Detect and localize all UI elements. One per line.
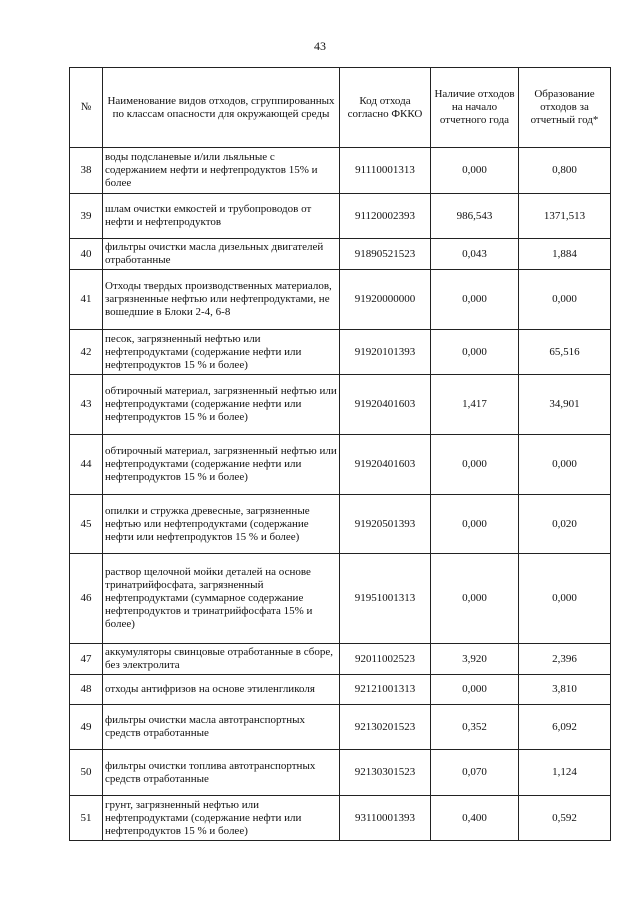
row-code: 91920401603: [340, 375, 431, 435]
row-stock: 986,543: [431, 194, 519, 239]
page-number: 43: [314, 39, 326, 53]
table-row: [70, 554, 611, 644]
row-num: 41: [70, 270, 103, 330]
row-formed: 0,000: [519, 554, 611, 644]
row-stock: 0,000: [431, 435, 519, 495]
row-code: 91110001313: [340, 148, 431, 194]
header-num: №: [70, 68, 103, 148]
row-name: обтирочный материал, загрязненный нефтью или нефтепродуктами (содержание нефти или нефтепродуктов 15 % и более): [103, 435, 340, 495]
row-formed: 0,000: [519, 270, 611, 330]
table-row: [70, 239, 611, 270]
row-stock: 0,400: [431, 796, 519, 841]
row-code: 92130301523: [340, 750, 431, 796]
waste-table: [69, 67, 611, 841]
row-num: 51: [70, 796, 103, 841]
row-code: 91920101393: [340, 330, 431, 375]
row-formed: 65,516: [519, 330, 611, 375]
row-code: 92011002523: [340, 644, 431, 675]
row-formed: 0,800: [519, 148, 611, 194]
row-code: 91920000000: [340, 270, 431, 330]
row-name: Отходы твердых производственных материалов, загрязненные нефтью или нефтепродуктами, не вошедшие в Блоки 2-4, 6-8: [103, 270, 340, 330]
row-name: фильтры очистки топлива автотранспортных средств отработанные: [103, 750, 340, 796]
row-name: грунт, загрязненный нефтью или нефтепродуктами (содержание нефти или нефтепродуктов 15 % и более): [103, 796, 340, 841]
row-num: 50: [70, 750, 103, 796]
row-stock: 0,000: [431, 148, 519, 194]
row-name: фильтры очистки масла автотранспортных средств отработанные: [103, 705, 340, 750]
row-name: отходы антифризов на основе этиленгликоля: [103, 675, 340, 705]
row-formed: 6,092: [519, 705, 611, 750]
header-code: Код отхода согласно ФККО: [340, 68, 431, 148]
table-row: [70, 435, 611, 495]
row-name: шлам очистки емкостей и трубопроводов от нефти и нефтепродуктов: [103, 194, 340, 239]
table-row: [70, 796, 611, 841]
row-stock: 0,000: [431, 495, 519, 554]
row-code: 91920501393: [340, 495, 431, 554]
header-stock: Наличие отходов на начало отчетного года: [431, 68, 519, 148]
row-code: 93110001393: [340, 796, 431, 841]
row-name: обтирочный материал, загрязненный нефтью или нефтепродуктами (содержание нефти или нефтепродуктов 15 % и более): [103, 375, 340, 435]
row-name: фильтры очистки масла дизельных двигателей отработанные: [103, 239, 340, 270]
row-formed: 34,901: [519, 375, 611, 435]
table-row: [70, 375, 611, 435]
row-formed: 0,000: [519, 435, 611, 495]
row-code: 91951001313: [340, 554, 431, 644]
row-name: песок, загрязненный нефтью или нефтепродуктами (содержание нефти или нефтепродуктов 15 % и более): [103, 330, 340, 375]
row-num: 47: [70, 644, 103, 675]
row-name: опилки и стружка древесные, загрязненные нефтью или нефтепродуктами (содержание нефти или нефтепродуктов 15 % и более): [103, 495, 340, 554]
row-formed: 1,884: [519, 239, 611, 270]
table-row: [70, 750, 611, 796]
row-code: 92121001313: [340, 675, 431, 705]
row-stock: 0,000: [431, 675, 519, 705]
row-stock: 0,352: [431, 705, 519, 750]
table-row: [70, 148, 611, 194]
table-header: [70, 68, 611, 148]
row-name: аккумуляторы свинцовые отработанные в сборе, без электролита: [103, 644, 340, 675]
row-num: 49: [70, 705, 103, 750]
row-stock: 0,000: [431, 330, 519, 375]
table-row: [70, 495, 611, 554]
row-num: 39: [70, 194, 103, 239]
row-stock: 1,417: [431, 375, 519, 435]
row-num: 44: [70, 435, 103, 495]
row-stock: 0,000: [431, 554, 519, 644]
row-num: 43: [70, 375, 103, 435]
row-stock: 0,070: [431, 750, 519, 796]
header-name: Наименование видов отходов, сгруппированных по классам опасности для окружающей среды: [103, 68, 340, 148]
row-formed: 0,592: [519, 796, 611, 841]
table-row: [70, 644, 611, 675]
row-formed: 2,396: [519, 644, 611, 675]
row-stock: 0,043: [431, 239, 519, 270]
table-body: [70, 148, 611, 841]
row-num: 45: [70, 495, 103, 554]
table-row: [70, 194, 611, 239]
row-formed: 1,124: [519, 750, 611, 796]
row-formed: 3,810: [519, 675, 611, 705]
row-num: 48: [70, 675, 103, 705]
row-code: 92130201523: [340, 705, 431, 750]
row-num: 42: [70, 330, 103, 375]
row-formed: 1371,513: [519, 194, 611, 239]
row-name: воды подсланевые и/или льяльные с содержанием нефти и нефтепродуктов 15% и более: [103, 148, 340, 194]
row-name: раствор щелочной мойки деталей на основе тринатрийфосфата, загрязненный нефтепродуктами (суммарное содержание нефтепродуктов и тринатрийфосфата 15% и более): [103, 554, 340, 644]
row-num: 40: [70, 239, 103, 270]
row-code: 91120002393: [340, 194, 431, 239]
table-row: [70, 270, 611, 330]
row-num: 38: [70, 148, 103, 194]
row-stock: 3,920: [431, 644, 519, 675]
row-formed: 0,020: [519, 495, 611, 554]
table-row: [70, 330, 611, 375]
table-row: [70, 705, 611, 750]
table-row: [70, 675, 611, 705]
row-num: 46: [70, 554, 103, 644]
header-formed: Образование отходов за отчетный год*: [519, 68, 611, 148]
row-code: 91890521523: [340, 239, 431, 270]
row-code: 91920401603: [340, 435, 431, 495]
row-stock: 0,000: [431, 270, 519, 330]
